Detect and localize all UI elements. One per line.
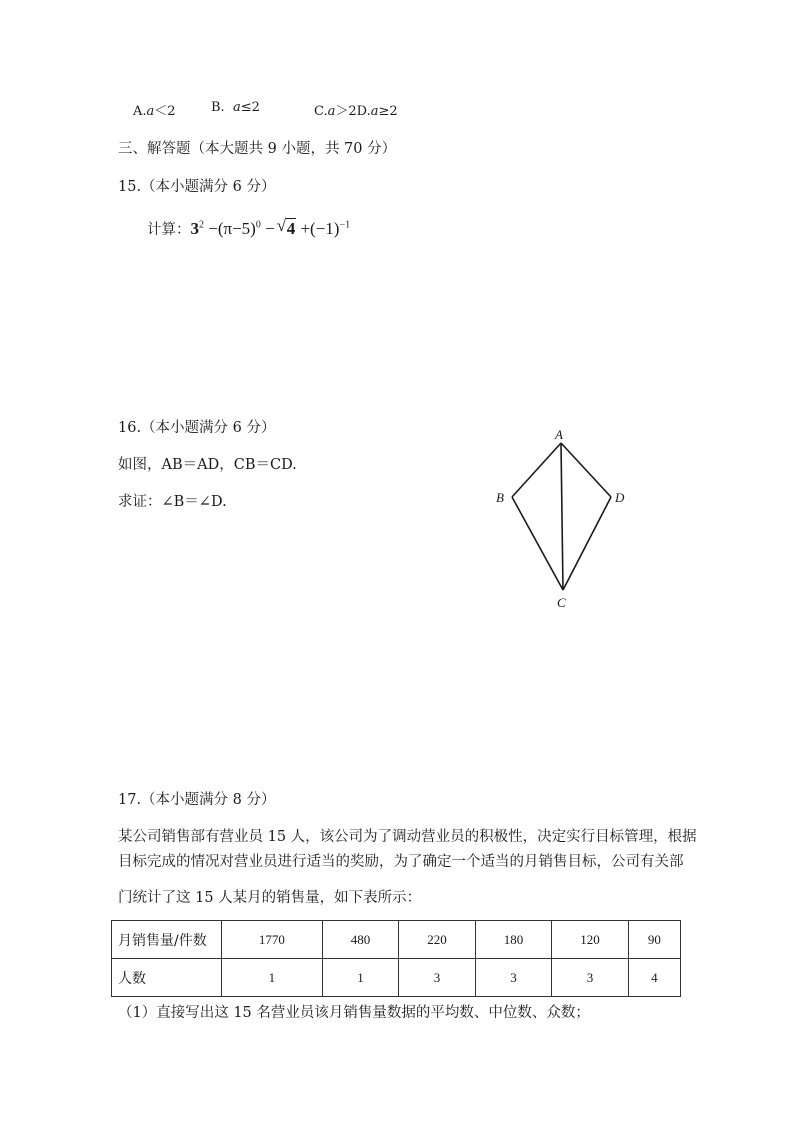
table-cell: 3 — [399, 959, 476, 997]
point-a-label: A — [555, 427, 563, 442]
table-row — [112, 959, 681, 997]
q16-given: 如图，AB＝AD，CB＝CD. — [118, 457, 297, 473]
q17-paragraph-line2: 目标完成的情况对营业员进行适当的奖励，为了确定一个适当的月销售目标，公司有关部 — [118, 854, 684, 870]
q15-exp3: −1 — [339, 219, 351, 231]
table-cell: 90 — [628, 921, 680, 959]
choice-b-var: a — [232, 100, 241, 115]
table-cell: 1 — [322, 959, 399, 997]
segment-ac — [561, 443, 563, 590]
sales-table — [111, 920, 681, 997]
q16-prove: 求证：∠B＝∠D. — [118, 494, 227, 510]
section-heading: 三、解答题（本大题共 9 小题，共 70 分） — [118, 141, 397, 157]
kite-diagram — [470, 420, 650, 620]
table-row — [112, 921, 681, 959]
choice-a-var: a — [146, 104, 155, 119]
q17-paragraph-line3: 门统计了这 15 人某月的销售量，如下表所示： — [118, 890, 422, 906]
sqrt-sign: √ 4 — [276, 216, 296, 238]
q15-exp1: 2 — [199, 219, 204, 231]
q15-prefix: 计算： — [147, 222, 191, 238]
point-b-label: B — [496, 490, 504, 505]
point-d-label: D — [615, 490, 625, 505]
table-cell: 4 — [628, 959, 680, 997]
table-cell: 220 — [399, 921, 476, 959]
segment-ab — [512, 443, 561, 497]
q15-mid: −(π−5) — [208, 219, 256, 238]
table-cell: 1770 — [222, 921, 323, 959]
q15-minus: − — [265, 219, 275, 238]
segment-ad — [561, 443, 611, 497]
table-cell: 180 — [475, 921, 552, 959]
choice-d-label: D. — [356, 104, 371, 119]
q15-exp2: 0 — [255, 219, 261, 231]
q15-plus: +(−1) — [300, 219, 340, 238]
choice-b-text: ≤2 — [240, 100, 260, 115]
table-cell: 120 — [552, 921, 629, 959]
choice-d-text: ≥2 — [378, 104, 398, 119]
q17-subquestion-1: （1）直接写出这 15 名营业员该月销售量数据的平均数、中位数、众数； — [118, 1005, 590, 1021]
choice-b-label: B. — [211, 100, 225, 115]
choice-a-text: ＜2 — [154, 104, 176, 119]
q17-title: 17.（本小题满分 8 分） — [118, 792, 276, 808]
q15-title: 15.（本小题满分 6 分） — [118, 179, 276, 195]
choice-c-text: ＞2 — [335, 104, 357, 119]
point-c-label: C — [557, 595, 566, 610]
choice-b — [211, 100, 260, 115]
q15-expression — [147, 218, 350, 239]
q15-math — [190, 216, 351, 238]
table-cell: 3 — [552, 959, 629, 997]
table-cell: 1 — [222, 959, 323, 997]
q17-paragraph-line1: 某公司销售部有营业员 15 人，该公司为了调动营业员的积极性，决定实行目标管理，根据 — [118, 829, 697, 845]
segment-dc — [563, 497, 611, 590]
table-row-header: 月销售量/件数 — [112, 921, 222, 959]
choice-c-var: a — [327, 104, 336, 119]
choice-d-var: a — [370, 104, 379, 119]
choice-c-label: C. — [314, 104, 328, 119]
table-cell: 480 — [322, 921, 399, 959]
q15-base: 3 — [190, 219, 199, 238]
table-row-header: 人数 — [112, 959, 222, 997]
choice-a-label: A. — [133, 104, 147, 119]
table-cell: 3 — [475, 959, 552, 997]
choices-row — [133, 100, 176, 119]
segment-bc — [512, 497, 563, 590]
q15-radicand: 4 — [286, 219, 296, 238]
choice-cd — [314, 100, 398, 119]
q16-title: 16.（本小题满分 6 分） — [118, 420, 276, 436]
